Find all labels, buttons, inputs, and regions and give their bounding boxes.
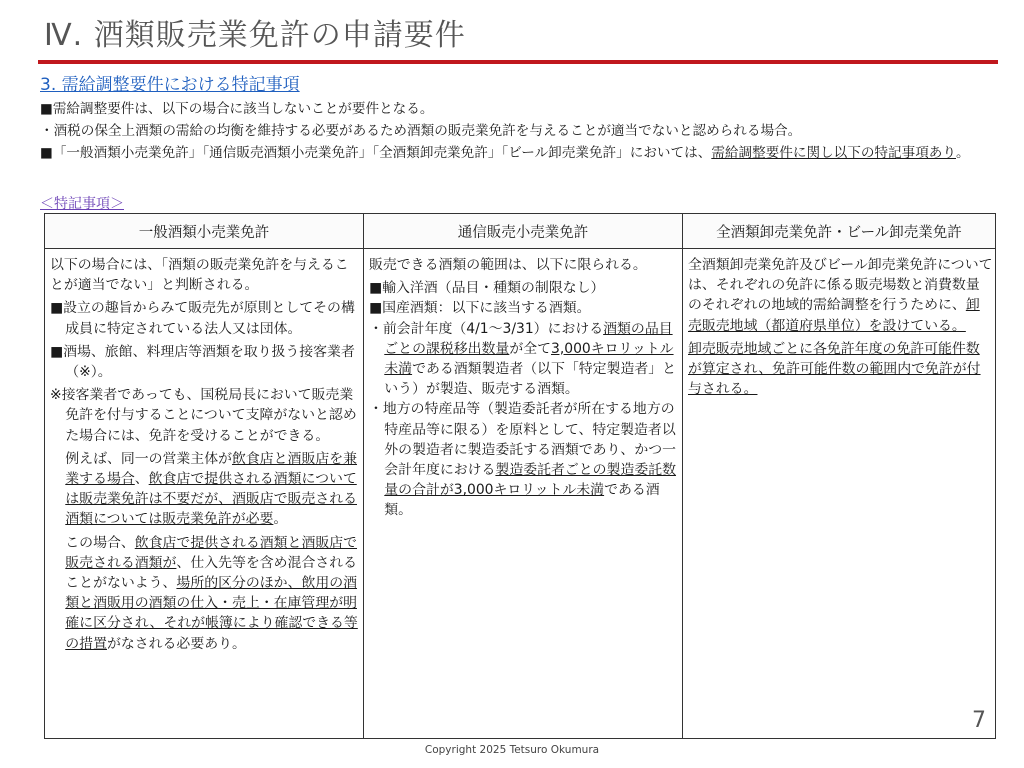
general-p5 [50, 449, 361, 530]
mail-p2: ■輸入洋酒（品目・種類の制限なし） [369, 280, 605, 297]
copyright-footer: Copyright 2025 Tetsuro Okumura [424, 744, 600, 756]
general-p6-u2: 場所的区分のほか、飲用の酒類と酒販用の酒類の仕入・売上・在庫管理が明確に区分され、それが帳簿により確認できる等の措置 [65, 575, 358, 652]
general-p6-u1: 飲食店で提供される酒類と酒販店で販売される酒類が [65, 534, 358, 571]
intro-line-3-end: 。 [956, 145, 970, 161]
wholesale-p1-u: 卸売販売地域（都道府県単位）を設けている。 [688, 297, 980, 334]
mail-p3: ■国産酒類：以下に該当する酒類。 [369, 300, 591, 317]
mail-p4-a: ・前会計年度（4/1～3/31）における [369, 320, 604, 337]
general-p1: 以下の場合には、「酒類の販売業免許を与えることが適当でない」と判断される。 [50, 257, 349, 294]
section-subtitle: 3. 需給調整要件における特記事項 [40, 75, 300, 95]
mail-p4-u1: 酒類の品目ごとの課税移出数量 [384, 320, 673, 357]
mail-p5-b: である酒類。 [384, 482, 660, 519]
cell-mail-order-retail [364, 249, 683, 738]
page-title: Ⅳ. 酒類販売業免許の申請要件 [44, 18, 466, 53]
general-p5-b: 、 [134, 471, 149, 488]
special-notes-link[interactable]: ＜特記事項＞ [40, 196, 124, 212]
general-p4: ※接客業者であっても、国税局長において販売業免許を付与することについて支障がないと認めた場合には、免許を受けることができる。 [50, 387, 357, 444]
mail-p4-b: が全て [509, 340, 551, 357]
general-p5-a: 例えば、同一の営業主体が [65, 450, 232, 467]
general-p6-b: 、仕入先等を含め混合されることがないよう、 [65, 554, 358, 592]
mail-p5-a: ・地方の特産品等（製造委託者が所在する地方の特産品等に限る）を原料として、特定製造者以外の製造者に製造委託する酒類であり、かつ一会計年度における [369, 401, 676, 479]
cell-general-retail [45, 249, 364, 738]
mail-p5 [369, 399, 680, 520]
mail-p4 [369, 319, 680, 400]
cell-wholesale [683, 249, 995, 738]
intro-line-3 [40, 144, 1000, 163]
general-p2: ■設立の趣旨からみて販売先が原則としてその構成員に特定されている法人又は団体。 [50, 300, 355, 337]
header-mail-order-retail: 通信販売小売業免許 [364, 214, 683, 249]
header-wholesale: 全酒類卸売業免許・ビール卸売業免許 [683, 214, 995, 249]
wholesale-p1 [688, 255, 993, 336]
intro-text [40, 100, 1000, 166]
special-notes-table [44, 213, 996, 739]
wholesale-p1-a: 全酒類卸売業免許及びビール卸売業免許については、それぞれの免許に係る販売場数と消費数量のそれぞれの地域的需給調整を行うために、 [688, 257, 993, 314]
mail-p4-u2: 3,000キロリットル未満 [384, 340, 674, 378]
general-p5-u1: 飲食店と酒販店を兼業する場合 [65, 450, 358, 488]
mail-p5-u: 製造委託者ごとの製造委託数量の合計が3,000キロリットル未満 [384, 462, 677, 499]
intro-line-3-text: ■「一般酒類小売業免許」「通信販売酒類小売業免許」「全酒類卸売業免許」「ビール卸売業免許」においては、 [40, 145, 712, 161]
page-number: 7 [972, 708, 986, 733]
intro-line-2: ・酒税の保全上酒類の需給の均衡を維持する必要があるため酒類の販売業免許を与えることが適当でないと認められる場合。 [40, 123, 802, 139]
general-p5-u2: 飲食店で提供される酒類については販売業免許は不要だが、酒販店で販売される酒類については販売業免許が必要 [65, 471, 357, 528]
general-p6-c: がなされる必要あり。 [106, 635, 246, 652]
general-p6 [50, 533, 361, 654]
mail-p4-c: である酒類製造者（以下「特定製造者」という）が製造、販売する酒類。 [384, 361, 677, 398]
general-p6-a: この場合、 [65, 534, 135, 551]
intro-line-1: ■需給調整要件は、以下の場合に該当しないことが要件となる。 [40, 101, 434, 117]
intro-line-3-underline: 需給調整要件に関し以下の特記事項あり [711, 145, 956, 161]
general-p5-c: 。 [273, 511, 288, 528]
title-divider [38, 60, 998, 64]
mail-p1: 販売できる酒類の範囲は、以下に限られる。 [369, 257, 647, 273]
header-general-retail: 一般酒類小売業免許 [45, 214, 364, 249]
wholesale-p2: 卸売販売地域ごとに各免許年度の免許可能件数が算定され、免許可能件数の範囲内で免許が付与される。 [688, 340, 981, 398]
general-p3: ■酒場、旅館、料理店等酒類を取り扱う接客業者（※）。 [50, 343, 355, 381]
